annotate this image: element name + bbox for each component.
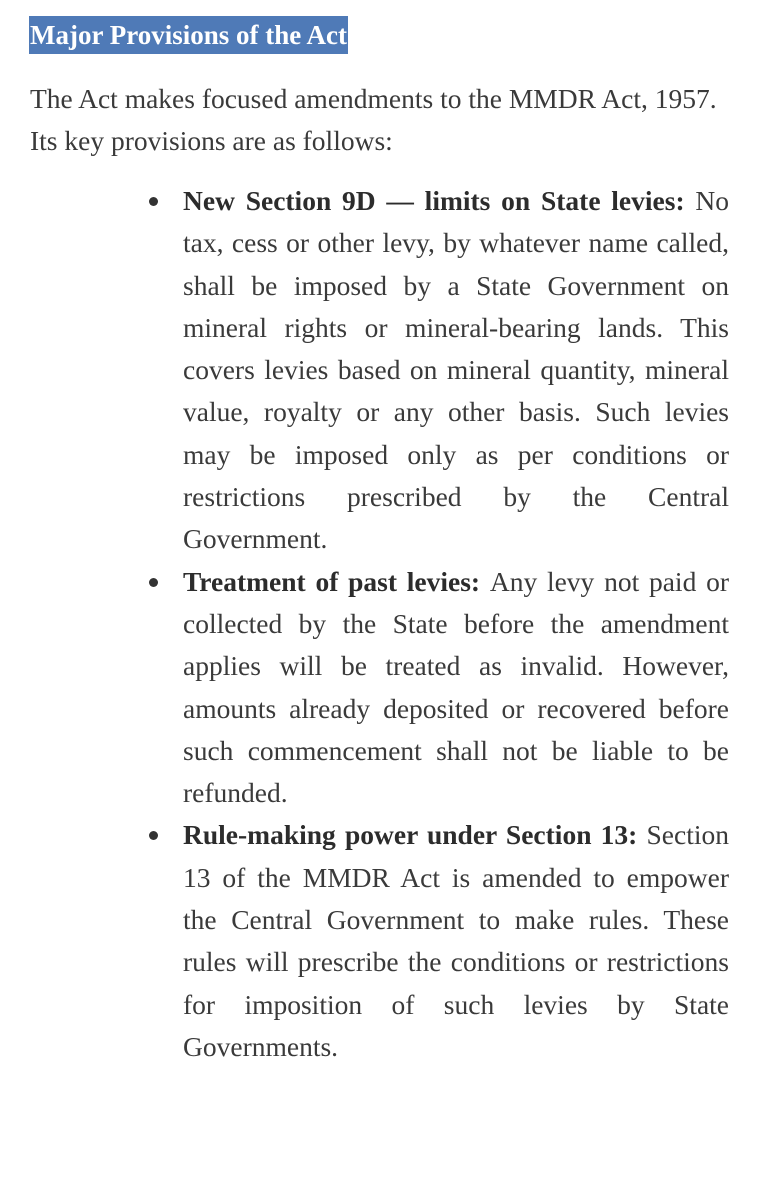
- provisions-list: [183, 180, 729, 1068]
- intro-paragraph: The Act makes focused amendments to the MMDR Act, 1957. Its key provisions are as follows:: [30, 83, 717, 156]
- provision-text: Section 13 of the MMDR Act is amended to empower the Central Government to make rules. These rules will prescribe the conditions or restrictions for imposition of such levies by State Governments.: [183, 819, 729, 1062]
- provision-title: Treatment of past levies:: [183, 565, 490, 597]
- bullet-icon: [149, 197, 158, 206]
- provision-title: New Section 9D — limits on State levies:: [183, 185, 696, 216]
- list-item: [183, 180, 729, 561]
- list-item: [183, 814, 729, 1068]
- provision-text: Any levy not paid or collected by the State before the amendment applies will be treated as invalid. However, amounts already deposited or recovered before such commencement shall not be liable to be refunded.: [183, 565, 729, 809]
- bullet-icon: [149, 578, 158, 587]
- section-heading: Major Provisions of the Act: [29, 16, 348, 54]
- list-item: [183, 561, 729, 815]
- provision-text: No tax, cess or other levy, by whatever name called, shall be imposed by a State Government on mineral rights or mineral-bearing lands. This covers levies based on mineral quantity, mineral value, royalty or any other basis. Such levies may be imposed only as per conditions or restrictions prescribed by the Central Government.: [183, 185, 729, 555]
- bullet-icon: [149, 831, 158, 840]
- provision-title: Rule-making power under Section 13:: [183, 819, 647, 851]
